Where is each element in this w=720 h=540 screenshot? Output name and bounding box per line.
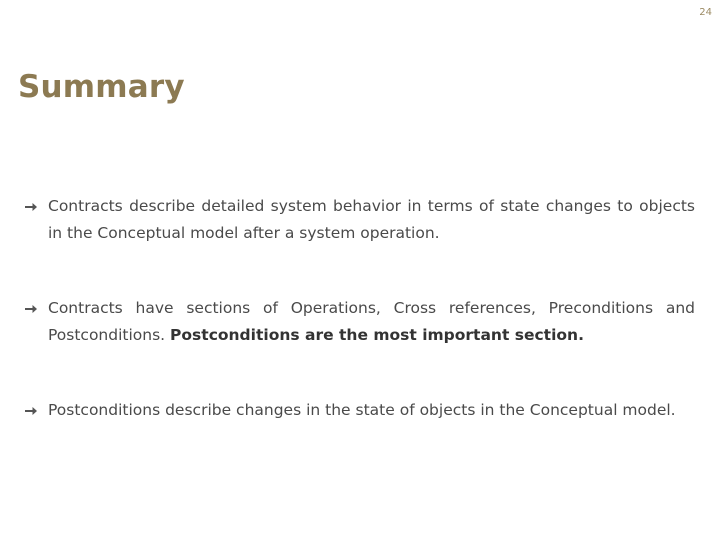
arrow-right-icon	[25, 193, 39, 220]
bullet-text: Contracts describe detailed system behavior in terms of state changes to objects in the Conceptual model after a system operation.	[48, 197, 695, 242]
arrow-right-icon	[25, 295, 39, 322]
bullet-emphasis: Postconditions are the most important section.	[170, 326, 584, 344]
bullet-item	[25, 295, 695, 349]
bullet-text: Postconditions describe changes in the state of objects in the Conceptual model.	[48, 401, 676, 419]
bullet-item	[25, 193, 695, 247]
page-number: 24	[699, 7, 712, 18]
bullet-item	[25, 397, 695, 424]
slide-title: Summary	[18, 69, 185, 105]
bullet-list	[25, 193, 695, 424]
arrow-right-icon	[25, 397, 39, 424]
bullet-text: Contracts have sections of Operations, Cross references, Preconditions and Postconditions.	[48, 299, 695, 344]
